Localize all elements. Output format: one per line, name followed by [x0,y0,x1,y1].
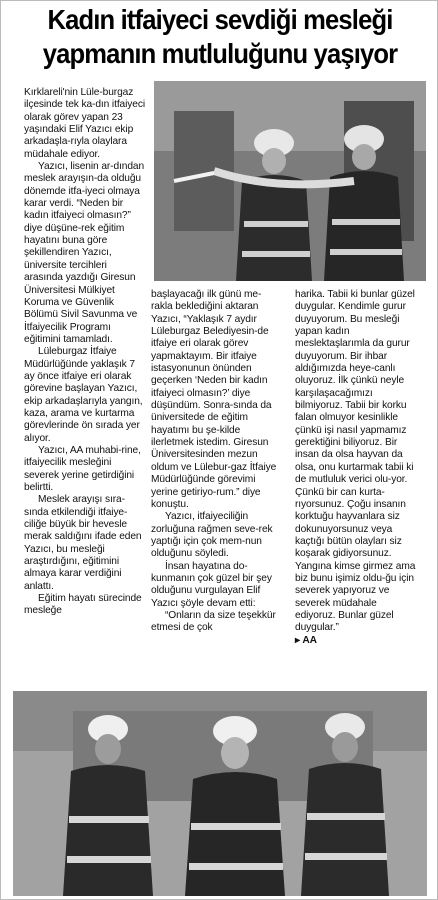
headline-line-1: Kadın itfaiyeci sevdiği mesleği [47,4,393,35]
paragraph: Yazıcı, AA muhabi-rine, itfaiyecilik mesleğini severek yerine getirdiğini belirtti. [24,444,141,493]
paragraph: “Onların da size teşekkür etmesi de çok [151,609,276,634]
photo-firefighters-hose [154,81,426,281]
headline-line-2: yapmanın mutluluğunu yaşıyor [42,38,398,69]
article-column-3 [295,289,419,647]
paragraph: Kırklareli'nin Lüle-burgaz ilçesinde tek ka-dın itfaiyeci olarak görev yapan 23 yaşındaki Elif Yazıcı ekip arkadaşla-rıyla olaylara müdahale ediyor. [24,87,146,160]
paragraph: Yazıcı, itfaiyeciliğin zorluğuna rağmen seve-rek yaptığı için çok mem-nun olduğunu söyledi. [151,511,273,560]
paragraph: İnsan hayatına do-kunmanın çok güzel bir şey olduğunu vurgulayan Elif Yazıcı şöyle devam etti: [151,560,272,609]
paragraph: Lüleburgaz İtfaiye Müdürlüğünde yaklaşık 7 ay önce itfaiye eri olarak görevine başlayan Yazıcı, ekip arkadaşlarıyla yangın, kaza, arama ve kurtarma görevlerinde ön sırada yer alıyor. [24,346,143,444]
headline [20,3,420,71]
triangle-right-icon: ▸ [295,634,301,646]
article-column-1 [24,87,146,618]
signoff-label: AA [302,634,317,646]
photo-three-firefighters [13,691,427,896]
article-column-2 [151,289,279,635]
paragraph: başlayacağı ilk günü me-rakla beklediğini aktaran Yazıcı, “Yaklaşık 7 aydır Lüleburgaz Belediyesin-de itfaiye eri olarak görev yapmaktayım. Bir itfaiye istasyonunun önünden geçerken ‘Neden bir kadın itfaiyeci olmasın?’ diye düşündüm. Sonra-sında da üniversitede de eğitim hayatımı bu şe-kilde ilerletmek istedim. Giresun Üniversitesinden mezun oldum ve Lülebur-gaz İtfaiye Müdürlüğünde görevimi yerine getiriyo-rum.” diye konuştu. [151,289,277,510]
signoff [295,635,419,647]
paragraph: harika. Tabii ki bunlar güzel duygular. Kendimle gurur duyuyorum. Bu mesleği yapan kadın meslektaşlarımla da gurur duyuyorum. Bir ihbar aldığımızda heye-canlı oluyoruz. İlk çünkü neyle karşılaşacağımızı bilmiyoruz. Tabii bir korku falan olmuyor kesinlikle çünkü işi nasıl yapmamız gerektiğini biliyoruz. Bir insan da olsa hayvan da olsa, onu kurtarmak tabii ki de mutluluk verici olu-yor. Çünkü bir can kurta-rıyorsunuz. Çoğu insanın korktuğu hayvanlara siz dokunuyorsunuz veya kaçtığı bütün olayları siz koşarak gidiyorsunuz. Yangına kimse girmez ama biz bunu işimiz oldu-ğu için severek yapıyoruz ve severek müdahale ediyoruz. Bunlar güzel duygular.” [295,289,416,634]
paragraph: Meslek arayışı sıra-sında etkilendiği itfaiye-ciliğe büyük bir hevesle merak saldığını ifade eden Yazıcı, bu mesleği araştırdığını, eğitimini almaya karar verdiğini anlattı. [24,494,142,592]
paragraph: Eğitim hayatı sürecinde mesleğe [24,593,142,617]
paragraph: Yazıcı, lisenin ar-dından meslek arayışın-da olduğu dönemde itfa-iyeci olmaya karar verdi. “Neden bir kadın itfaiyeci olmasın?” diye düşüne-rek eğitim hayatını buna göre şekillendiren Yazıcı, üniversite tercihleri arasında yazdığı Giresun Üniversitesi Mülkiyet Koruma ve Güvenlik Bölümü Sivil Savunma ve İtfaiyecilik Programı eğitimini tamamladı. [24,161,145,345]
